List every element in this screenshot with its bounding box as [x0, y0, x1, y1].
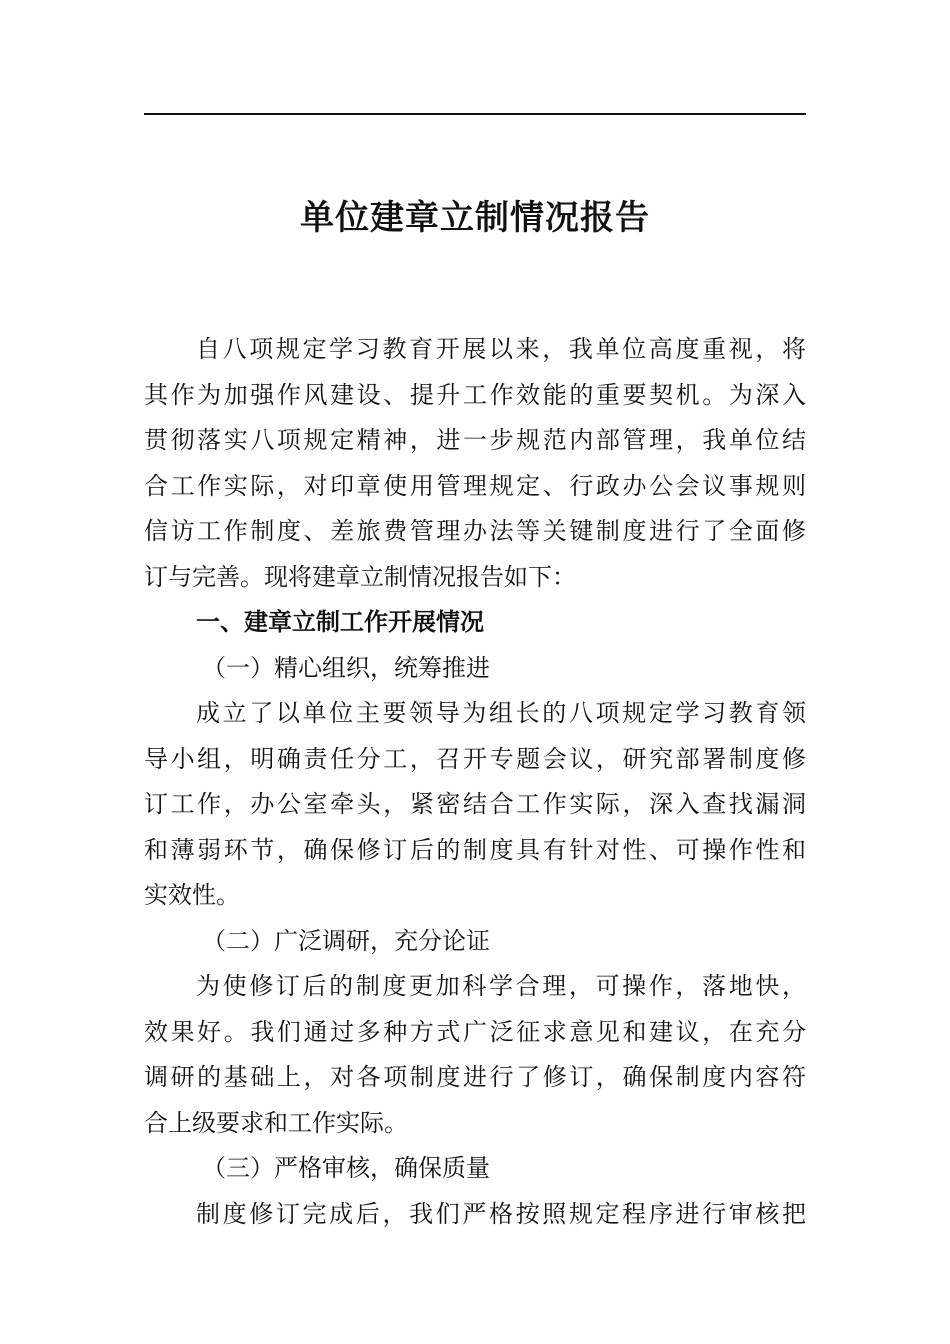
subsection-heading: （三）严格审核，确保质量 [202, 1154, 490, 1182]
body-line: 导小组，明确责任分工，召开专题会议，研究部署制度修 [144, 744, 806, 773]
body-line: 实效性。 [144, 881, 240, 909]
section-heading: 一、建章立制工作开展情况 [196, 608, 484, 636]
header-rule [144, 113, 806, 115]
body-line: 合工作实际，对印章使用管理规定、行政办公会议事规则 [144, 471, 806, 500]
body-line: 为使修订后的制度更加科学合理，可操作，落地快， [196, 972, 806, 1000]
document-title: 单位建章立制情况报告 [300, 198, 650, 238]
body-line: 合上级要求和工作实际。 [144, 1108, 408, 1137]
body-line: 贯彻落实八项规定精神，进一步规范内部管理，我单位结 [144, 426, 806, 454]
subsection-heading: （二）广泛调研，充分论证 [202, 926, 490, 955]
body-line: 调研的基础上，对各项制度进行了修订，确保制度内容符 [144, 1063, 806, 1091]
body-line: 和薄弱环节，确保修订后的制度具有针对性、可操作性和 [144, 835, 806, 864]
body-line: 制度修订完成后，我们严格按照规定程序进行审核把 [196, 1199, 806, 1228]
body-line: 订与完善。现将建章立制情况报告如下： [144, 562, 576, 591]
body-line: 自八项规定学习教育开展以来，我单位高度重视，将 [196, 335, 806, 363]
body-line: 其作为加强作风建设、提升工作效能的重要契机。为深入 [144, 380, 806, 409]
subsection-heading: （一）精心组织，统筹推进 [202, 653, 490, 682]
body-line: 效果好。我们通过多种方式广泛征求意见和建议，在充分 [144, 1017, 806, 1046]
body-line: 信访工作制度、差旅费管理办法等关键制度进行了全面修 [144, 517, 806, 545]
document-body [144, 327, 806, 1237]
body-line: 成立了以单位主要领导为组长的八项规定学习教育领 [196, 699, 806, 727]
body-line: 订工作，办公室牵头，紧密结合工作实际，深入查找漏洞 [144, 790, 806, 818]
